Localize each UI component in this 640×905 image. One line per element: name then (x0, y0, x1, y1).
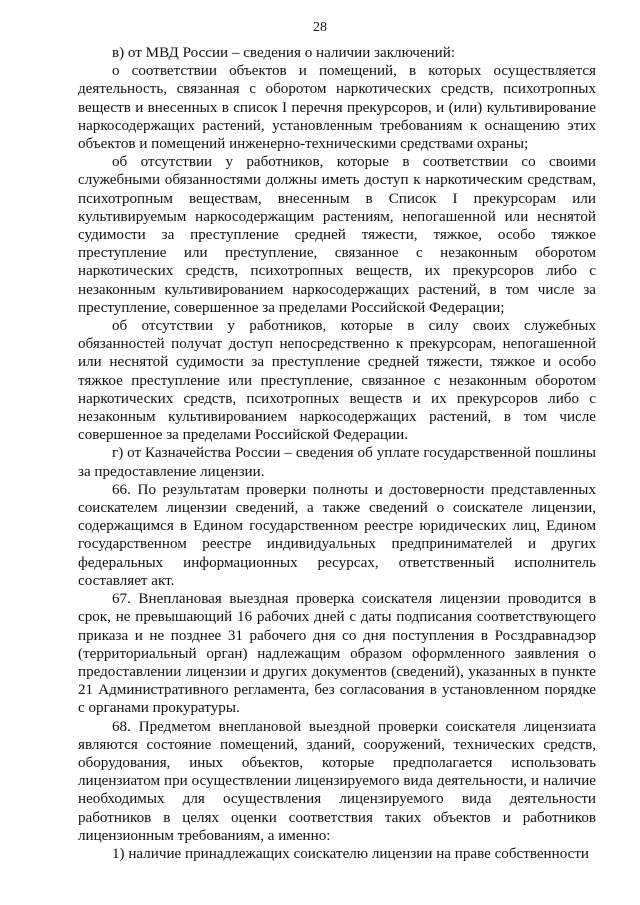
paragraph-no-conviction-staff: об отсутствии у работников, которые в соответствии со своими служебными обязанностями должны иметь доступ к наркотическим средствам, психотропным веществам, внесенным в Список I прекурсорам или культивируемым наркосодержащим растениям, непогашенной или неснятой судимости за преступление средней тяжести, тяжкое, особо тяжкое преступление или преступление, связанное с незаконным оборотом наркотических средств, психотропных веществ, их прекурсоров либо с незаконным культивированием наркосодержащих растений, в том числе за преступление, совершенное за пределами Российской Федерации; (78, 154, 596, 316)
paragraph-68-item-1: 1) наличие принадлежащих соискателю лицензии на праве собственности (112, 845, 590, 862)
page-number: 28 (313, 20, 327, 35)
paragraph-objects-compliance: о соответствии объектов и помещений, в которых осуществляется деятельность, связанная с оборотом наркотических средств, психотропных веществ и внесенных в список I перечня прекурсоров, и (или) культивирование наркосодержащих растений, установленным требованиям к оснащению этих объектов и помещений инженерно-техническими средствами охраны; (78, 63, 596, 153)
paragraph-66: 66. По результатам проверки полноты и достоверности представленных соискателем лицензии сведений, а также сведений о соискателе лицензии, содержащимся в Едином государственном реестре юридических лиц, Едином государственном реестре индивидуальных предпринимателей и других федеральных информационных ресурсах, ответственный исполнитель составляет акт. (78, 481, 596, 589)
paragraph-no-conviction-precursors: об отсутствии у работников, которые в силу своих служебных обязанностей получат доступ непосредственно к прекурсорам, непогашенной или неснятой судимости за преступление средней тяжести, тяжкое и особо тяжкое преступление или преступление, связанное с незаконным оборотом наркотических средств, психотропных веществ и их прекурсоров либо с незаконным культивированием наркосодержащих растений, в том числе совершенное за пределами Российской Федерации. (78, 318, 596, 444)
paragraph-68: 68. Предметом внеплановой выездной проверки соискателя лицензиата являются состояние помещений, зданий, сооружений, технических средств, оборудования, иных объектов, которые предполагается использовать лицензиатом при осуществлении лицензируемого вида деятельности, и наличие необходимых для осуществления лицензируемого вида деятельности работников в целях оценки соответствия таких объектов и работников лицензионным требованиям, а именно: (78, 718, 596, 844)
paragraph-67: 67. Внеплановая выездная проверка соискателя лицензии проводится в срок, не превышающий 16 рабочих дней с даты подписания соответствующего приказа и не позднее 31 рабочего дня со дня поступления в Росздравнадзор (территориальный орган) надлежащим образом оформленного заявления о предоставлении лицензии и других документов (сведений), указанных в пункте 21 Административного регламента, без согласования в установленном порядке с органами прокуратуры. (78, 591, 596, 717)
document-body (78, 44, 596, 863)
paragraph-mvd-intro: в) от МВД России – сведения о наличии заключений: (112, 45, 456, 61)
paragraph-treasury: г) от Казначейства России – сведения об уплате государственной пошлины за предоставление лицензии. (78, 445, 596, 480)
